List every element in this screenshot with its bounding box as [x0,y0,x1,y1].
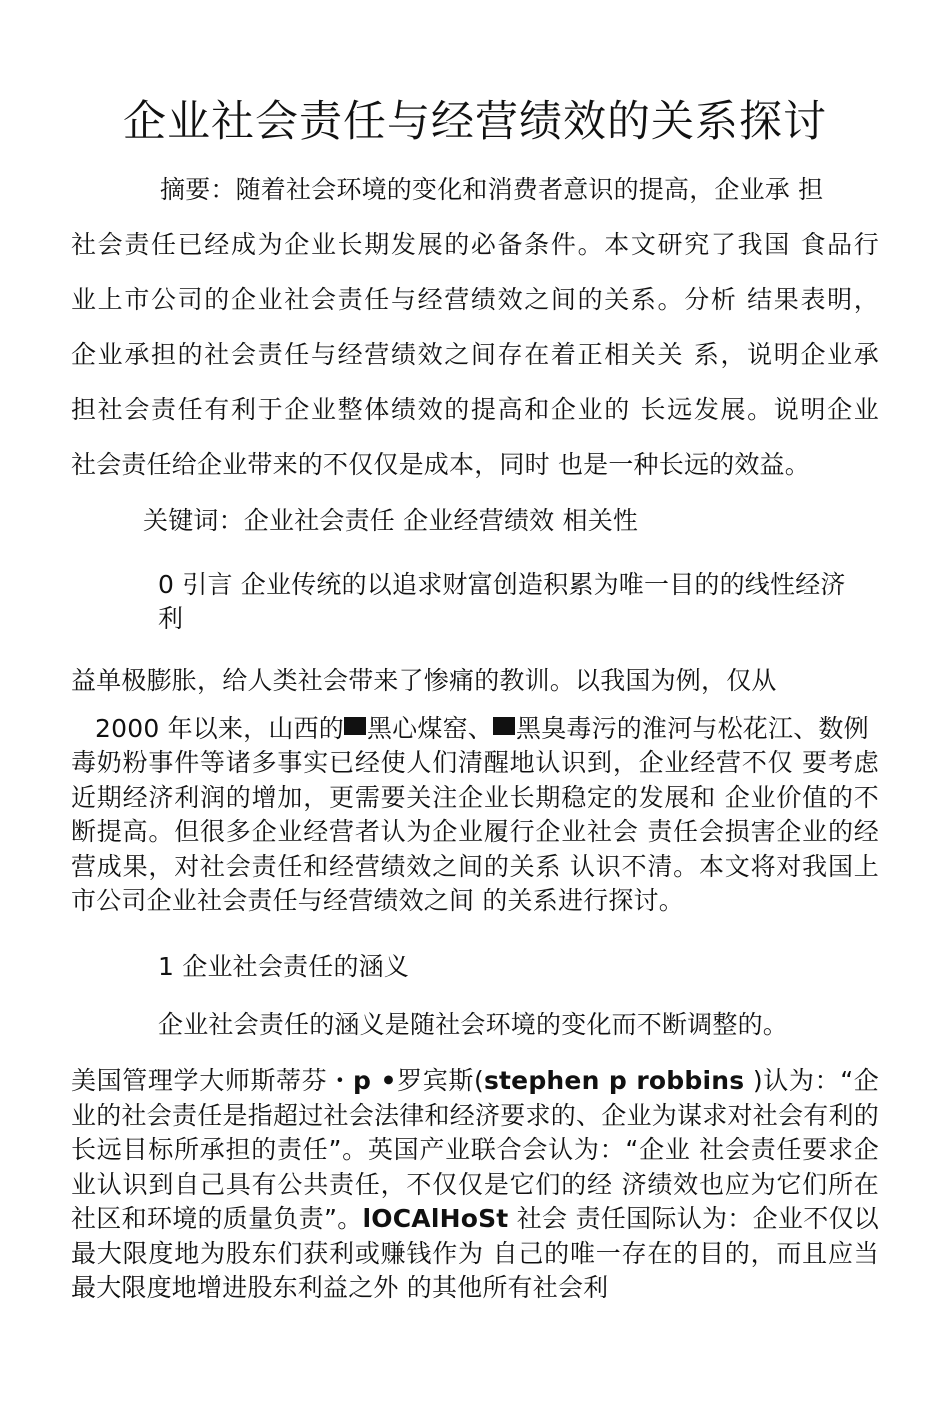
paragraph-first-line [95,711,903,747]
garbled-glyph-icon [493,717,515,735]
abstract-line: 业上市公司的企业社会责任与经营绩效之间的关系。分析 结果表明， [71,285,879,314]
page-title: 企业社会责任与经营绩效的关系探讨 [123,97,827,147]
definition-paragraph: 美国管理学大师斯蒂芬・p •罗宾斯(stephen p robbins )认为：“企 业的社会责任是指超过社会法律和经济要求的、企业为谋求对社会有利的长远目标所承担的责任”。英国产业联合会认为：“企业 社会责任要求企业认识到自己具有公共责任，不仅仅是它们的经 济绩效也应为它们所在社区和环境的质量负责”。lOCAlHoSt 社会 责任国际认为：企业不仅以最大限度地为股东们获利或赚钱作为 自己的唯一存在的目的，而且应当最大限度地增进股东利益之外 的其他所有社会利 [71,1066,879,1302]
intro-heading-line: 利 [158,604,184,633]
abstract-line: 摘要：随着社会环境的变化和消费者意识的提高，企业承 担 [160,175,824,204]
paragraph-text: 黑心煤窑、 [366,714,493,743]
paragraph-text: 2000 年以来，山西的 [95,714,344,743]
paragraph-text: 黑臭毒污的淮河与松花江、数例 [516,714,869,743]
keywords: 关键词：企业社会责任 企业经营绩效 相关性 [143,506,639,535]
intro-text-line: 益单极膨胀，给人类社会带来了惨痛的教训。以我国为例，仅从 [71,666,777,695]
section-heading: 1 企业社会责任的涵义 [158,952,410,981]
garbled-glyph-icon [344,717,366,735]
intro-heading-line: 0 引言 企业传统的以追求财富创造积累为唯一目的的线性经济 [158,570,846,599]
abstract-line: 担社会责任有利于企业整体绩效的提高和企业的 长远发展。说明企业 [71,395,879,424]
paragraph-body: 毒奶粉事件等诸多事实已经使人们清醒地认识到，企业经营不仅 要考虑近期经济利润的增加，更需要关注企业长期稳定的发展和 企业价值的不断提高。但很多企业经营者认为企业履行企业社会 责任会损害企业的经营成果，对社会责任和经营绩效之间的关系 认识不清。本文将对我国上市公司企业社会责任与经营绩效之间 的关系进行探讨。 [71,748,879,915]
abstract-line: 企业承担的社会责任与经营绩效之间存在着正相关关 系，说明企业承 [71,340,879,369]
section-intro: 企业社会责任的涵义是随社会环境的变化而不断调整的。 [158,1010,789,1039]
abstract-line: 社会责任给企业带来的不仅仅是成本，同时 也是一种长远的效益。 [71,450,810,479]
abstract-line: 社会责任已经成为企业长期发展的必备条件。本文研究了我国 食品行 [71,230,879,259]
